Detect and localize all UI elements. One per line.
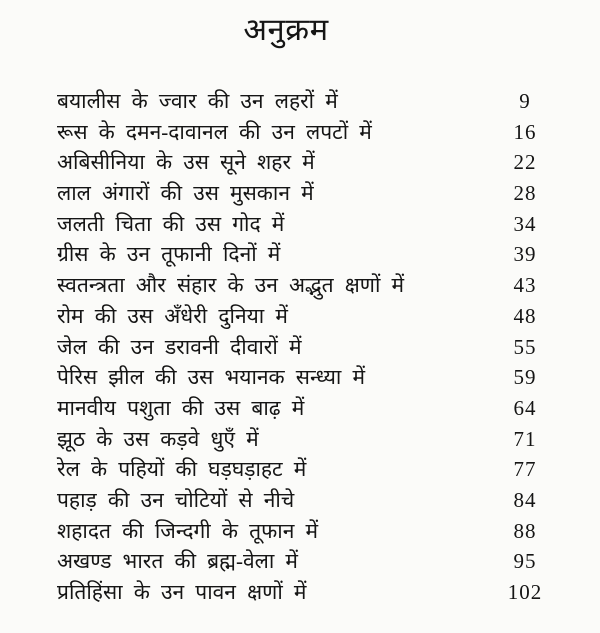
entry-title: जलती चिता की उस गोद में [57, 211, 285, 236]
entry-page-number: 48 [513, 303, 537, 328]
entry-page-number: 55 [513, 334, 537, 359]
toc-row [57, 424, 562, 455]
entry-page-number: 77 [513, 457, 537, 482]
toc-row [57, 117, 562, 148]
entry-title: लाल अंगारों की उस मुसकान में [57, 181, 314, 206]
entry-page-number: 34 [513, 211, 537, 236]
entry-page-number: 71 [513, 426, 537, 451]
toc-row [57, 577, 562, 608]
entry-page-number: 84 [513, 487, 537, 512]
entry-page-number: 88 [513, 518, 537, 543]
entry-title: पहाड़ की उन चोटियों से नीचे [57, 487, 295, 512]
toc-row [57, 546, 562, 577]
toc-row [57, 362, 562, 393]
entry-title: जेल की उन डरावनी दीवारों में [57, 334, 302, 359]
toc-row [57, 147, 562, 178]
toc-row [57, 209, 562, 240]
entry-title: प्रतिहिंसा के उन पावन क्षणों में [57, 580, 307, 604]
toc-row [57, 270, 562, 301]
entry-title: रोम की उस अँधेरी दुनिया में [57, 303, 288, 328]
entry-title: ग्रीस के उन तूफानी दिनों में [57, 242, 281, 267]
entry-title: रूस के दमन-दावानल की उन लपटों में [57, 119, 372, 144]
entry-title: शहादत की जिन्दगी के तूफान में [57, 518, 319, 543]
toc-row [57, 516, 562, 547]
entry-title: मानवीय पशुता की उस बाढ़ में [57, 395, 305, 420]
toc-row [57, 393, 562, 424]
entry-page-number: 102 [507, 580, 543, 604]
toc-row [57, 239, 562, 270]
entry-title: बयालीस के ज्वार की उन लहरों में [57, 89, 338, 113]
entry-page-number: 59 [513, 365, 537, 390]
entry-page-number: 43 [513, 273, 537, 298]
entry-title: स्वतन्त्रता और संहार के उन अद्भुत क्षणों में [57, 273, 405, 298]
entry-title: अखण्ड भारत की ब्रह्म-वेला में [57, 549, 298, 574]
entry-page-number: 95 [513, 549, 537, 574]
entry-title: रेल के पहियों की घड़घड़ाहट में [57, 457, 307, 482]
page-title: अनुक्रम [243, 12, 329, 47]
entry-page-number: 16 [513, 119, 537, 144]
entry-title: झूठ के उस कड़वे धुएँ में [57, 426, 259, 451]
entry-page-number: 9 [519, 89, 531, 113]
toc-row [57, 454, 562, 485]
toc-row [57, 178, 562, 209]
toc-row [57, 332, 562, 363]
table-of-contents [57, 86, 562, 608]
entry-title: अबिसीनिया के उस सूने शहर में [57, 150, 315, 175]
toc-row [57, 86, 562, 117]
toc-row [57, 301, 562, 332]
toc-row [57, 485, 562, 516]
entry-page-number: 64 [513, 395, 537, 420]
entry-title: पेरिस झील की उस भयानक सन्ध्या में [57, 365, 366, 390]
entry-page-number: 39 [513, 242, 537, 267]
entry-page-number: 28 [513, 181, 537, 206]
entry-page-number: 22 [513, 150, 537, 175]
